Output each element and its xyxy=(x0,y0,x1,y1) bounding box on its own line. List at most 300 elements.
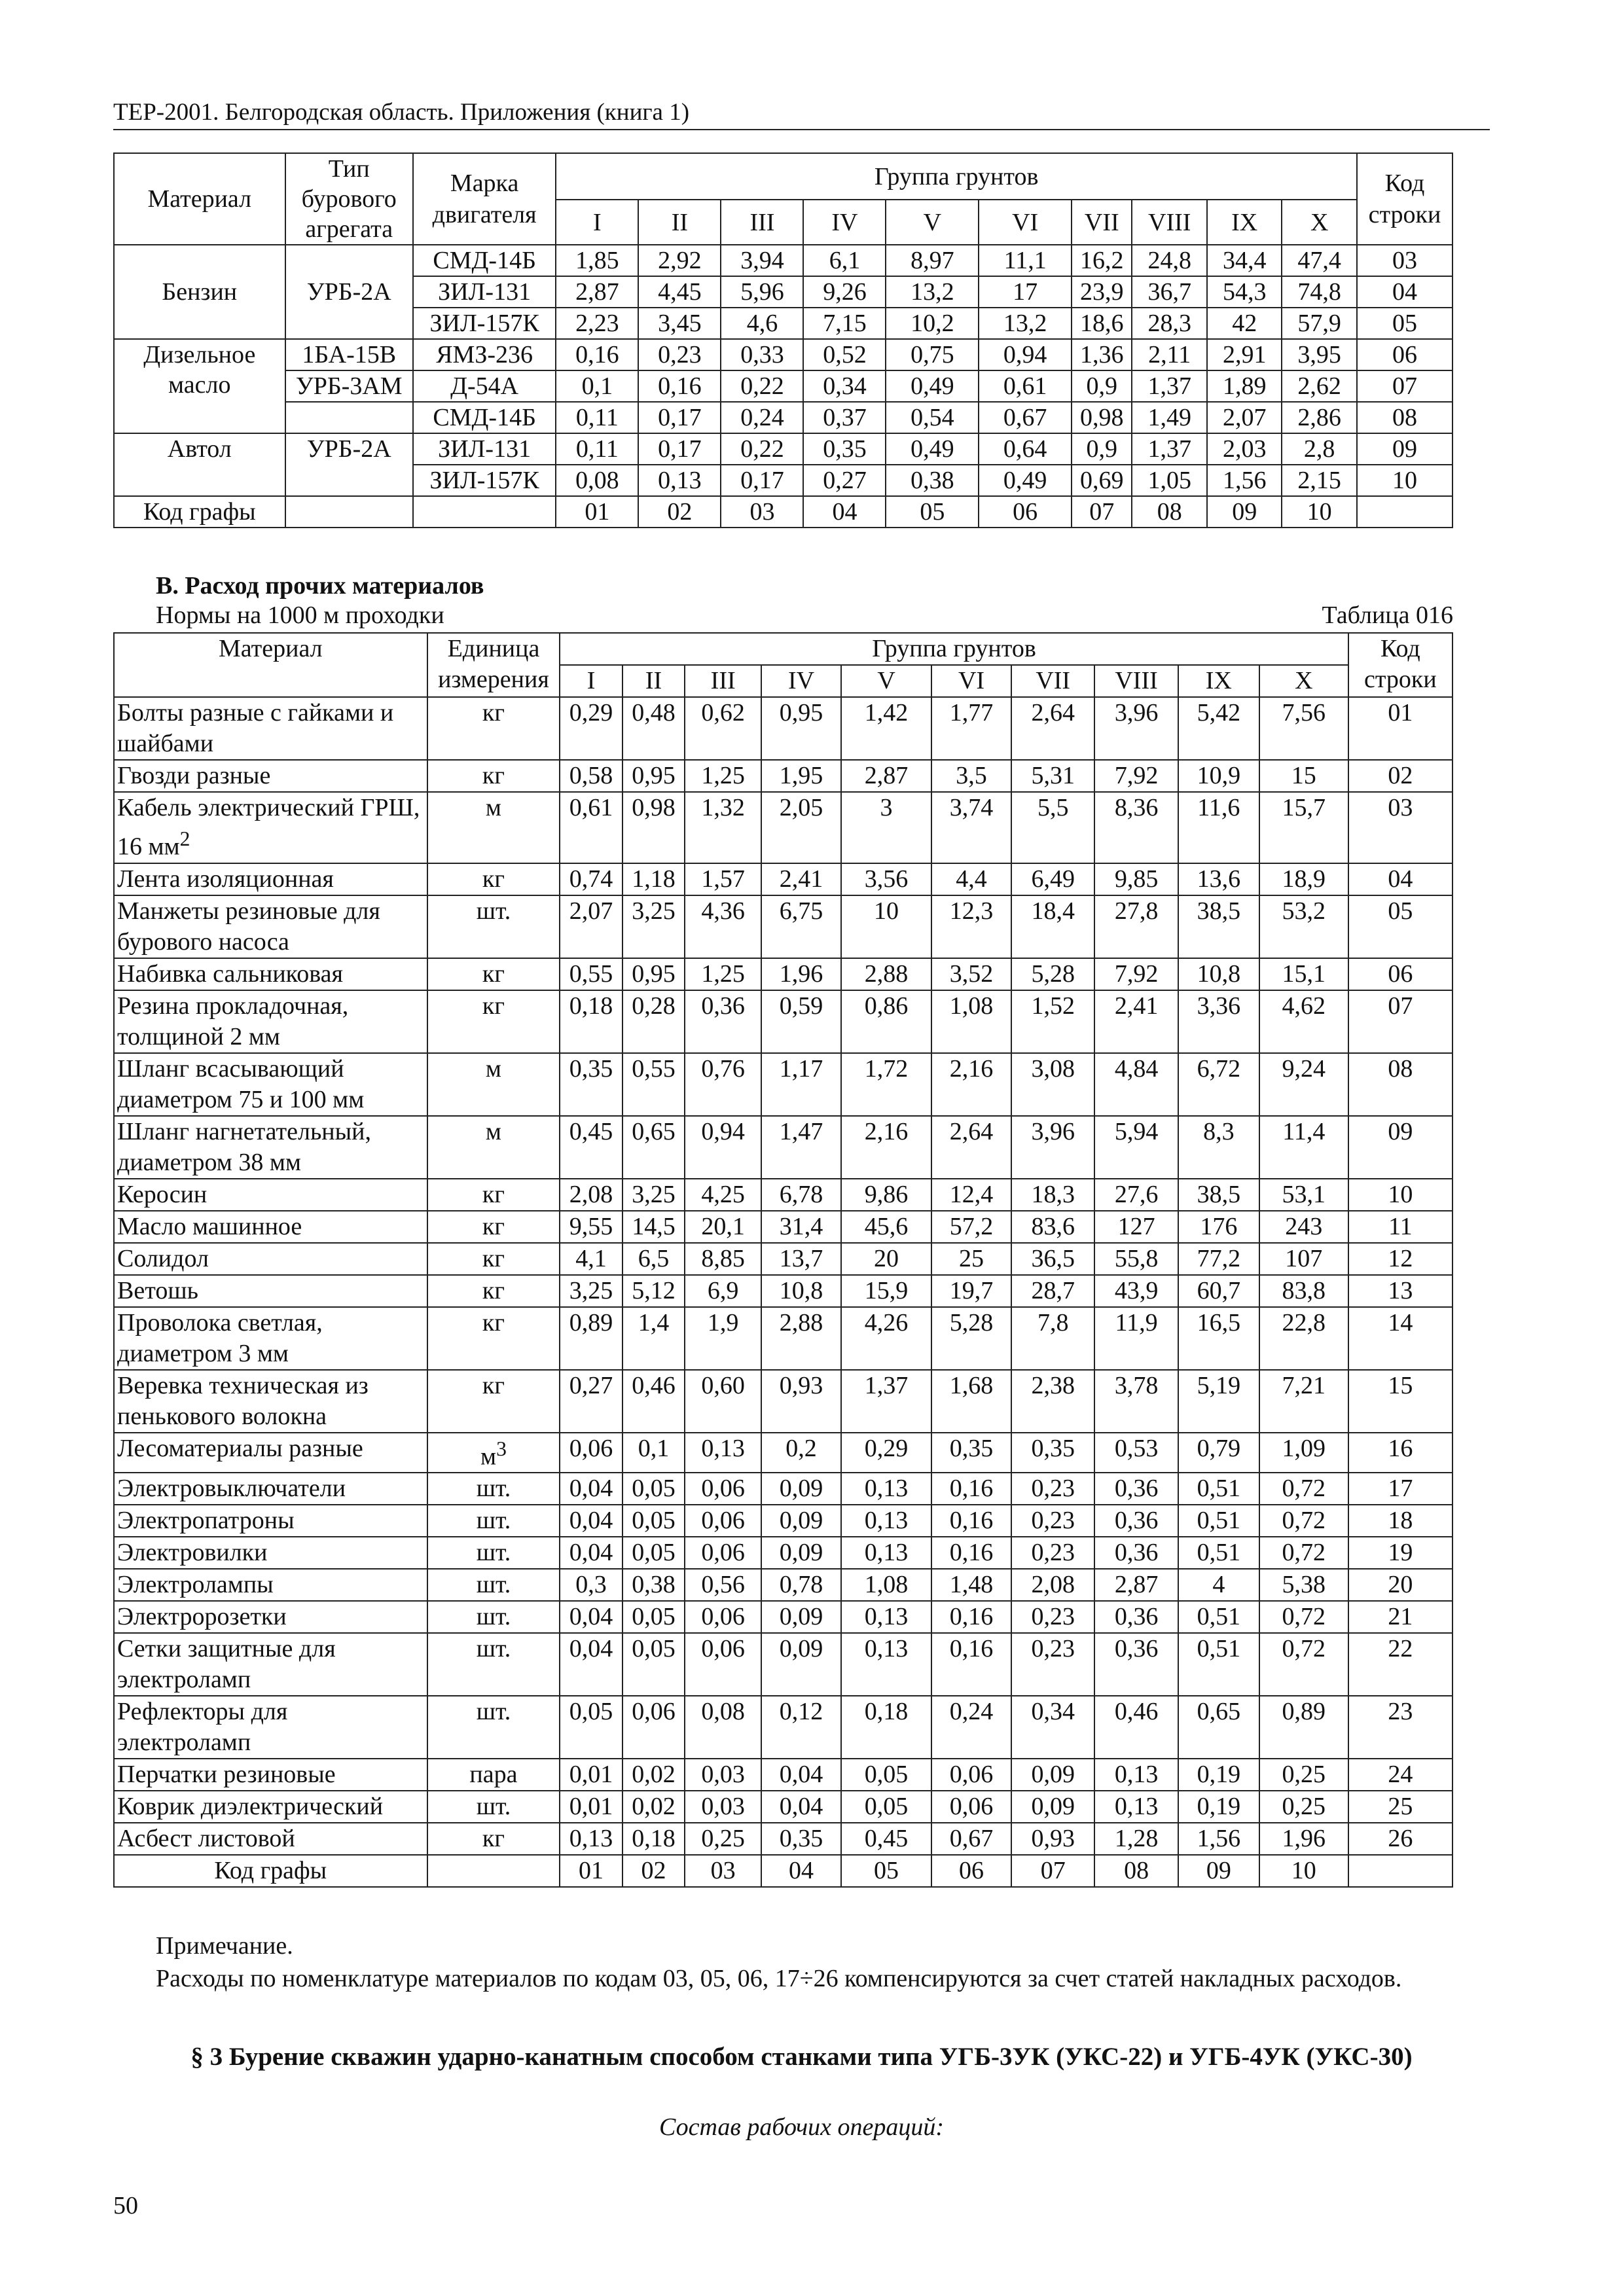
material-name-cell xyxy=(114,1473,427,1505)
value-cell: 0,98 xyxy=(1072,402,1132,433)
value-cell: 13,2 xyxy=(979,308,1072,339)
table-row xyxy=(114,895,1453,958)
material-name: Лесоматериалы разные xyxy=(117,1434,363,1462)
value-cell: 1,25 xyxy=(685,760,761,792)
row-code-cell: 22 xyxy=(1348,1633,1453,1696)
value-cell: 2,88 xyxy=(841,958,931,990)
value-cell: 0,16 xyxy=(931,1505,1011,1537)
material-name: Электророзетки xyxy=(117,1603,287,1631)
value-cell: 0,13 xyxy=(841,1505,931,1537)
row-code-cell: 10 xyxy=(1348,1179,1453,1211)
value-cell: 0,52 xyxy=(803,339,886,370)
value-cell: 0,13 xyxy=(841,1633,931,1696)
value-cell: 6,1 xyxy=(803,245,886,276)
value-cell: 42 xyxy=(1207,308,1282,339)
value-cell: 2,87 xyxy=(1094,1569,1178,1601)
value-cell: 107 xyxy=(1259,1243,1348,1275)
value-cell: 1,25 xyxy=(685,958,761,990)
value-cell: 1,36 xyxy=(1072,339,1132,370)
value-cell: 0,61 xyxy=(979,370,1072,402)
material-name: Рефлекторы для электроламп xyxy=(117,1698,288,1757)
unit-cell xyxy=(427,1179,560,1211)
value-cell: 0,06 xyxy=(685,1473,761,1505)
value-cell: 16,2 xyxy=(1072,245,1132,276)
value-cell: 1,56 xyxy=(1207,465,1282,496)
table-row xyxy=(114,1759,1453,1791)
value-cell: 0,24 xyxy=(931,1696,1011,1759)
value-cell: 11,4 xyxy=(1259,1116,1348,1179)
value-cell: 9,24 xyxy=(1259,1053,1348,1116)
material-name-cell xyxy=(114,697,427,760)
value-cell: 3,96 xyxy=(1011,1116,1094,1179)
unit-label: м xyxy=(485,794,501,821)
value-cell: 0,38 xyxy=(623,1569,685,1601)
value-cell: 0,67 xyxy=(931,1823,1011,1855)
value-cell: 2,92 xyxy=(638,245,721,276)
value-cell: 11,9 xyxy=(1094,1307,1178,1370)
value-cell: 0,34 xyxy=(803,370,886,402)
footer-label: Код графы xyxy=(114,1855,427,1887)
material-name-cell xyxy=(114,1116,427,1179)
value-cell: 4,4 xyxy=(931,863,1011,895)
value-cell: 0,79 xyxy=(1178,1433,1259,1473)
value-cell: 0,04 xyxy=(560,1633,623,1696)
value-cell: 0,51 xyxy=(1178,1505,1259,1537)
material-name-cell xyxy=(114,1601,427,1633)
value-cell: 0,65 xyxy=(1178,1696,1259,1759)
column-code: 08 xyxy=(1094,1855,1178,1887)
unit-cell xyxy=(427,1370,560,1433)
table-row xyxy=(114,1243,1453,1275)
value-cell: 0,05 xyxy=(841,1759,931,1791)
unit-cell xyxy=(427,1696,560,1759)
table-row xyxy=(114,1433,1453,1473)
value-cell: 0,94 xyxy=(685,1116,761,1179)
value-cell: 1,09 xyxy=(1259,1433,1348,1473)
value-cell: 8,36 xyxy=(1094,792,1178,863)
value-cell: 0,03 xyxy=(685,1759,761,1791)
value-cell: 7,92 xyxy=(1094,760,1178,792)
other-materials-table xyxy=(113,632,1453,1888)
value-cell: 8,97 xyxy=(886,245,979,276)
unit-cell xyxy=(427,1307,560,1370)
row-code-cell: 09 xyxy=(1348,1116,1453,1179)
unit-label: шт. xyxy=(476,1635,511,1663)
footer-label: Код графы xyxy=(114,496,285,528)
unit-cell xyxy=(427,1211,560,1243)
value-cell: 7,21 xyxy=(1259,1370,1348,1433)
page-number: 50 xyxy=(113,2192,138,2219)
value-cell: 6,9 xyxy=(685,1275,761,1307)
value-cell: 0,19 xyxy=(1178,1791,1259,1823)
unit-cell xyxy=(427,1275,560,1307)
value-cell: 0,95 xyxy=(623,958,685,990)
value-cell: 13,6 xyxy=(1178,863,1259,895)
row-code-cell: 01 xyxy=(1348,697,1453,760)
value-cell: 0,09 xyxy=(1011,1759,1094,1791)
unit-label: шт. xyxy=(476,1539,511,1567)
value-cell: 28,3 xyxy=(1132,308,1206,339)
unit-label: кг xyxy=(482,762,505,789)
value-cell: 1,96 xyxy=(1259,1823,1348,1855)
value-cell: 0,05 xyxy=(623,1505,685,1537)
value-cell: 0,9 xyxy=(1072,370,1132,402)
value-cell: 3,96 xyxy=(1094,697,1178,760)
column-code: 02 xyxy=(623,1855,685,1887)
value-cell: 0,23 xyxy=(638,339,721,370)
value-cell: 1,95 xyxy=(761,760,841,792)
unit-label: шт. xyxy=(476,1698,511,1726)
value-cell: 53,1 xyxy=(1259,1179,1348,1211)
material-name: Гвозди разные xyxy=(117,762,271,789)
row-code-cell: 09 xyxy=(1357,433,1453,465)
value-cell: 3,25 xyxy=(623,1179,685,1211)
material-name: Кабель электрический ГРШ, 16 мм xyxy=(117,794,420,861)
group-header: IX xyxy=(1178,665,1259,697)
row-code-cell: 24 xyxy=(1348,1759,1453,1791)
value-cell: 1,05 xyxy=(1132,465,1206,496)
material-label: Бензин xyxy=(162,278,238,306)
group-header: VII xyxy=(1011,665,1094,697)
engine-cell: ЗИЛ-131 xyxy=(413,433,556,465)
value-cell: 2,41 xyxy=(761,863,841,895)
value-cell: 0,16 xyxy=(931,1473,1011,1505)
material-name: Веревка техническая из пенькового волокна xyxy=(117,1371,369,1430)
value-cell: 0,49 xyxy=(886,433,979,465)
value-cell: 0,86 xyxy=(841,990,931,1053)
table-row xyxy=(114,863,1453,895)
col-header-code: Код строки xyxy=(1348,633,1453,697)
group-header: VIII xyxy=(1132,200,1206,245)
value-cell: 1,18 xyxy=(623,863,685,895)
value-cell: 4,26 xyxy=(841,1307,931,1370)
value-cell: 2,87 xyxy=(556,276,638,308)
value-cell: 4,1 xyxy=(560,1243,623,1275)
value-cell: 8,85 xyxy=(685,1243,761,1275)
value-cell: 0,1 xyxy=(623,1433,685,1473)
value-cell: 0,05 xyxy=(623,1633,685,1696)
value-cell: 176 xyxy=(1178,1211,1259,1243)
value-cell: 0,18 xyxy=(560,990,623,1053)
row-code-cell: 07 xyxy=(1348,990,1453,1053)
value-cell: 10,2 xyxy=(886,308,979,339)
value-cell: 0,75 xyxy=(886,339,979,370)
material-name-cell xyxy=(114,863,427,895)
value-cell: 10,9 xyxy=(1178,760,1259,792)
value-cell: 0,35 xyxy=(803,433,886,465)
value-cell: 5,94 xyxy=(1094,1116,1178,1179)
value-cell: 1,56 xyxy=(1178,1823,1259,1855)
value-cell: 1,52 xyxy=(1011,990,1094,1053)
row-code-cell: 19 xyxy=(1348,1537,1453,1569)
group-header: VI xyxy=(979,200,1072,245)
material-label: масло xyxy=(168,371,231,399)
table-row xyxy=(114,760,1453,792)
value-cell: 53,2 xyxy=(1259,895,1348,958)
material-name: Манжеты резиновые для бурового насоса xyxy=(117,897,380,956)
value-cell: 1,72 xyxy=(841,1053,931,1116)
value-cell: 2,07 xyxy=(1207,402,1282,433)
unit-cell xyxy=(427,1759,560,1791)
value-cell: 0,18 xyxy=(623,1823,685,1855)
value-cell: 0,09 xyxy=(761,1601,841,1633)
value-cell: 15,7 xyxy=(1259,792,1348,863)
row-code-cell: 06 xyxy=(1348,958,1453,990)
value-cell: 11,1 xyxy=(979,245,1072,276)
group-header: X xyxy=(1259,665,1348,697)
value-cell: 0,36 xyxy=(1094,1505,1178,1537)
value-cell: 0,05 xyxy=(623,1601,685,1633)
value-cell: 0,02 xyxy=(623,1759,685,1791)
table-row xyxy=(114,245,1453,276)
material-name: Электровилки xyxy=(117,1539,268,1567)
unit-cell xyxy=(427,1433,560,1473)
column-code: 05 xyxy=(886,496,979,528)
value-cell: 0,06 xyxy=(685,1537,761,1569)
value-cell: 0,05 xyxy=(623,1473,685,1505)
value-cell: 11,6 xyxy=(1178,792,1259,863)
engine-cell: Д-54А xyxy=(413,370,556,402)
value-cell: 36,7 xyxy=(1132,276,1206,308)
col-header-unit-type: Тип бурового агрегата xyxy=(285,153,413,245)
value-cell: 0,2 xyxy=(761,1433,841,1473)
value-cell: 0,9 xyxy=(1072,433,1132,465)
value-cell: 0,35 xyxy=(560,1053,623,1116)
value-cell: 27,6 xyxy=(1094,1179,1178,1211)
material-name-cell xyxy=(114,1243,427,1275)
material-label: Дизельное xyxy=(143,341,256,368)
value-cell: 1,77 xyxy=(931,697,1011,760)
section-3-title: § 3 Бурение скважин ударно-канатным способом станками типа УГБ-3УК (УКС-22) и УГБ-4УК (УКС-30) xyxy=(190,2043,1413,2071)
value-cell: 60,7 xyxy=(1178,1275,1259,1307)
column-code: 10 xyxy=(1282,496,1356,528)
value-cell: 1,57 xyxy=(685,863,761,895)
footer-empty xyxy=(1357,496,1453,528)
unit-label: кг xyxy=(482,1212,505,1240)
material-name-cell xyxy=(114,1053,427,1116)
value-cell: 4,36 xyxy=(685,895,761,958)
value-cell: 5,28 xyxy=(931,1307,1011,1370)
norms-caption: Нормы на 1000 м проходки xyxy=(156,601,444,629)
value-cell: 0,55 xyxy=(623,1053,685,1116)
value-cell: 0,09 xyxy=(761,1633,841,1696)
value-cell: 0,78 xyxy=(761,1569,841,1601)
value-cell: 7,15 xyxy=(803,308,886,339)
value-cell: 0,05 xyxy=(560,1696,623,1759)
value-cell: 0,37 xyxy=(803,402,886,433)
value-cell: 2,41 xyxy=(1094,990,1178,1053)
note-block xyxy=(113,1929,1490,1995)
unit-cell xyxy=(427,1601,560,1633)
table-row xyxy=(114,1569,1453,1601)
row-code-cell: 26 xyxy=(1348,1823,1453,1855)
unit-cell xyxy=(285,402,413,433)
note-text: Расходы по номенклатуре материалов по кодам 03, 05, 06, 17÷26 компенсируются за счет статей накладных расходов. xyxy=(156,1965,1402,1992)
value-cell: 28,7 xyxy=(1011,1275,1094,1307)
material-cell: Автол xyxy=(114,433,285,496)
column-code: 05 xyxy=(841,1855,931,1887)
value-cell: 10 xyxy=(841,895,931,958)
value-cell: 0,29 xyxy=(560,697,623,760)
unit-cell xyxy=(427,792,560,863)
value-cell: 55,8 xyxy=(1094,1243,1178,1275)
unit-label: м xyxy=(480,1443,497,1471)
value-cell: 3,94 xyxy=(721,245,803,276)
unit-label: шт. xyxy=(476,1507,511,1535)
table-row xyxy=(114,792,1453,863)
value-cell: 0,05 xyxy=(841,1791,931,1823)
value-cell: 1,47 xyxy=(761,1116,841,1179)
material-name: Керосин xyxy=(117,1180,208,1208)
value-cell: 0,06 xyxy=(685,1601,761,1633)
unit-label: шт. xyxy=(476,897,511,925)
row-code-cell: 05 xyxy=(1357,308,1453,339)
value-cell: 5,19 xyxy=(1178,1370,1259,1433)
table-row xyxy=(114,1370,1453,1433)
value-cell: 7,8 xyxy=(1011,1307,1094,1370)
fuel-consumption-table xyxy=(113,152,1453,528)
value-cell: 20,1 xyxy=(685,1211,761,1243)
value-cell: 9,55 xyxy=(560,1211,623,1243)
column-code: 06 xyxy=(979,496,1072,528)
footer-row xyxy=(114,1855,1453,1887)
table-number: Таблица 016 xyxy=(1322,601,1453,629)
value-cell: 3,45 xyxy=(638,308,721,339)
row-code-cell: 04 xyxy=(1357,276,1453,308)
value-cell: 0,13 xyxy=(1094,1759,1178,1791)
material-name: Солидол xyxy=(117,1244,209,1272)
value-cell: 1,28 xyxy=(1094,1823,1178,1855)
row-code-cell: 11 xyxy=(1348,1211,1453,1243)
value-cell: 3,08 xyxy=(1011,1053,1094,1116)
value-cell: 77,2 xyxy=(1178,1243,1259,1275)
value-cell: 0,04 xyxy=(761,1759,841,1791)
col-header-soil-group: Группа грунтов xyxy=(560,633,1348,665)
row-code-cell: 18 xyxy=(1348,1505,1453,1537)
value-cell: 0,25 xyxy=(685,1823,761,1855)
value-cell: 5,5 xyxy=(1011,792,1094,863)
value-cell: 7,92 xyxy=(1094,958,1178,990)
unit-label: кг xyxy=(482,1180,505,1208)
value-cell: 0,01 xyxy=(560,1759,623,1791)
value-cell: 0,53 xyxy=(1094,1433,1178,1473)
table-row xyxy=(114,1537,1453,1569)
value-cell: 0,36 xyxy=(1094,1473,1178,1505)
value-cell: 10,8 xyxy=(1178,958,1259,990)
value-cell: 0,89 xyxy=(560,1307,623,1370)
material-name: Шланг всасывающий диаметром 75 и 100 мм xyxy=(117,1054,365,1113)
material-cell xyxy=(114,245,285,339)
unit-cell: УРБ-3АМ xyxy=(285,370,413,402)
row-code-cell: 08 xyxy=(1357,402,1453,433)
unit-cell xyxy=(427,1116,560,1179)
value-cell: 0,09 xyxy=(761,1537,841,1569)
value-cell: 2,38 xyxy=(1011,1370,1094,1433)
unit-cell xyxy=(427,863,560,895)
value-cell: 0,27 xyxy=(803,465,886,496)
value-cell: 0,13 xyxy=(841,1601,931,1633)
table-row xyxy=(114,1473,1453,1505)
value-cell: 14,5 xyxy=(623,1211,685,1243)
table-row xyxy=(114,402,1453,433)
value-cell: 18,4 xyxy=(1011,895,1094,958)
value-cell: 17 xyxy=(979,276,1072,308)
value-cell: 0,04 xyxy=(761,1791,841,1823)
note-title: Примечание. xyxy=(156,1932,293,1960)
value-cell: 0,56 xyxy=(685,1569,761,1601)
col-header-engine: Марка двигателя xyxy=(413,153,556,245)
value-cell: 1,48 xyxy=(931,1569,1011,1601)
value-cell: 45,6 xyxy=(841,1211,931,1243)
value-cell: 0,06 xyxy=(931,1791,1011,1823)
value-cell: 243 xyxy=(1259,1211,1348,1243)
value-cell: 74,8 xyxy=(1282,276,1356,308)
table-row xyxy=(114,1116,1453,1179)
value-cell: 1,9 xyxy=(685,1307,761,1370)
value-cell: 54,3 xyxy=(1207,276,1282,308)
column-code: 08 xyxy=(1132,496,1206,528)
material-name: Электровыключатели xyxy=(117,1475,346,1503)
value-cell: 0,16 xyxy=(556,339,638,370)
row-code-cell: 08 xyxy=(1348,1053,1453,1116)
value-cell: 3,25 xyxy=(560,1275,623,1307)
unit-cell: УРБ-2А xyxy=(285,433,413,496)
value-cell: 0,3 xyxy=(560,1569,623,1601)
unit-label: шт. xyxy=(476,1793,511,1821)
unit-cell xyxy=(427,1791,560,1823)
material-name: Сетки защитные для электроламп xyxy=(117,1635,336,1694)
group-header: II xyxy=(623,665,685,697)
value-cell: 0,59 xyxy=(761,990,841,1053)
value-cell: 0,51 xyxy=(1178,1473,1259,1505)
value-cell: 0,22 xyxy=(721,433,803,465)
row-code-cell: 14 xyxy=(1348,1307,1453,1370)
col-header-material: Материал xyxy=(114,633,427,697)
col-header-unit: Единица измерения xyxy=(427,633,560,697)
value-cell: 0,04 xyxy=(560,1505,623,1537)
material-name-cell xyxy=(114,1569,427,1601)
value-cell: 31,4 xyxy=(761,1211,841,1243)
value-cell: 2,03 xyxy=(1207,433,1282,465)
value-cell: 0,35 xyxy=(1011,1433,1094,1473)
value-cell: 5,28 xyxy=(1011,958,1094,990)
value-cell: 1,89 xyxy=(1207,370,1282,402)
value-cell: 5,12 xyxy=(623,1275,685,1307)
value-cell: 5,96 xyxy=(721,276,803,308)
material-name-cell xyxy=(114,1433,427,1473)
value-cell: 5,42 xyxy=(1178,697,1259,760)
engine-cell: ЗИЛ-157К xyxy=(413,465,556,496)
table-row xyxy=(114,1601,1453,1633)
table-row xyxy=(114,1211,1453,1243)
value-cell: 9,26 xyxy=(803,276,886,308)
value-cell: 43,9 xyxy=(1094,1275,1178,1307)
value-cell: 0,76 xyxy=(685,1053,761,1116)
value-cell: 0,28 xyxy=(623,990,685,1053)
material-name-cell xyxy=(114,1759,427,1791)
value-cell: 0,1 xyxy=(556,370,638,402)
row-code-cell: 10 xyxy=(1357,465,1453,496)
value-cell: 2,07 xyxy=(560,895,623,958)
value-cell: 0,13 xyxy=(841,1537,931,1569)
value-cell: 12,3 xyxy=(931,895,1011,958)
unit-label: шт. xyxy=(476,1603,511,1631)
value-cell: 3,25 xyxy=(623,895,685,958)
column-code: 01 xyxy=(560,1855,623,1887)
material-name: Лента изоляционная xyxy=(117,865,334,893)
unit-label: кг xyxy=(482,1825,505,1853)
footer-empty xyxy=(427,1855,560,1887)
